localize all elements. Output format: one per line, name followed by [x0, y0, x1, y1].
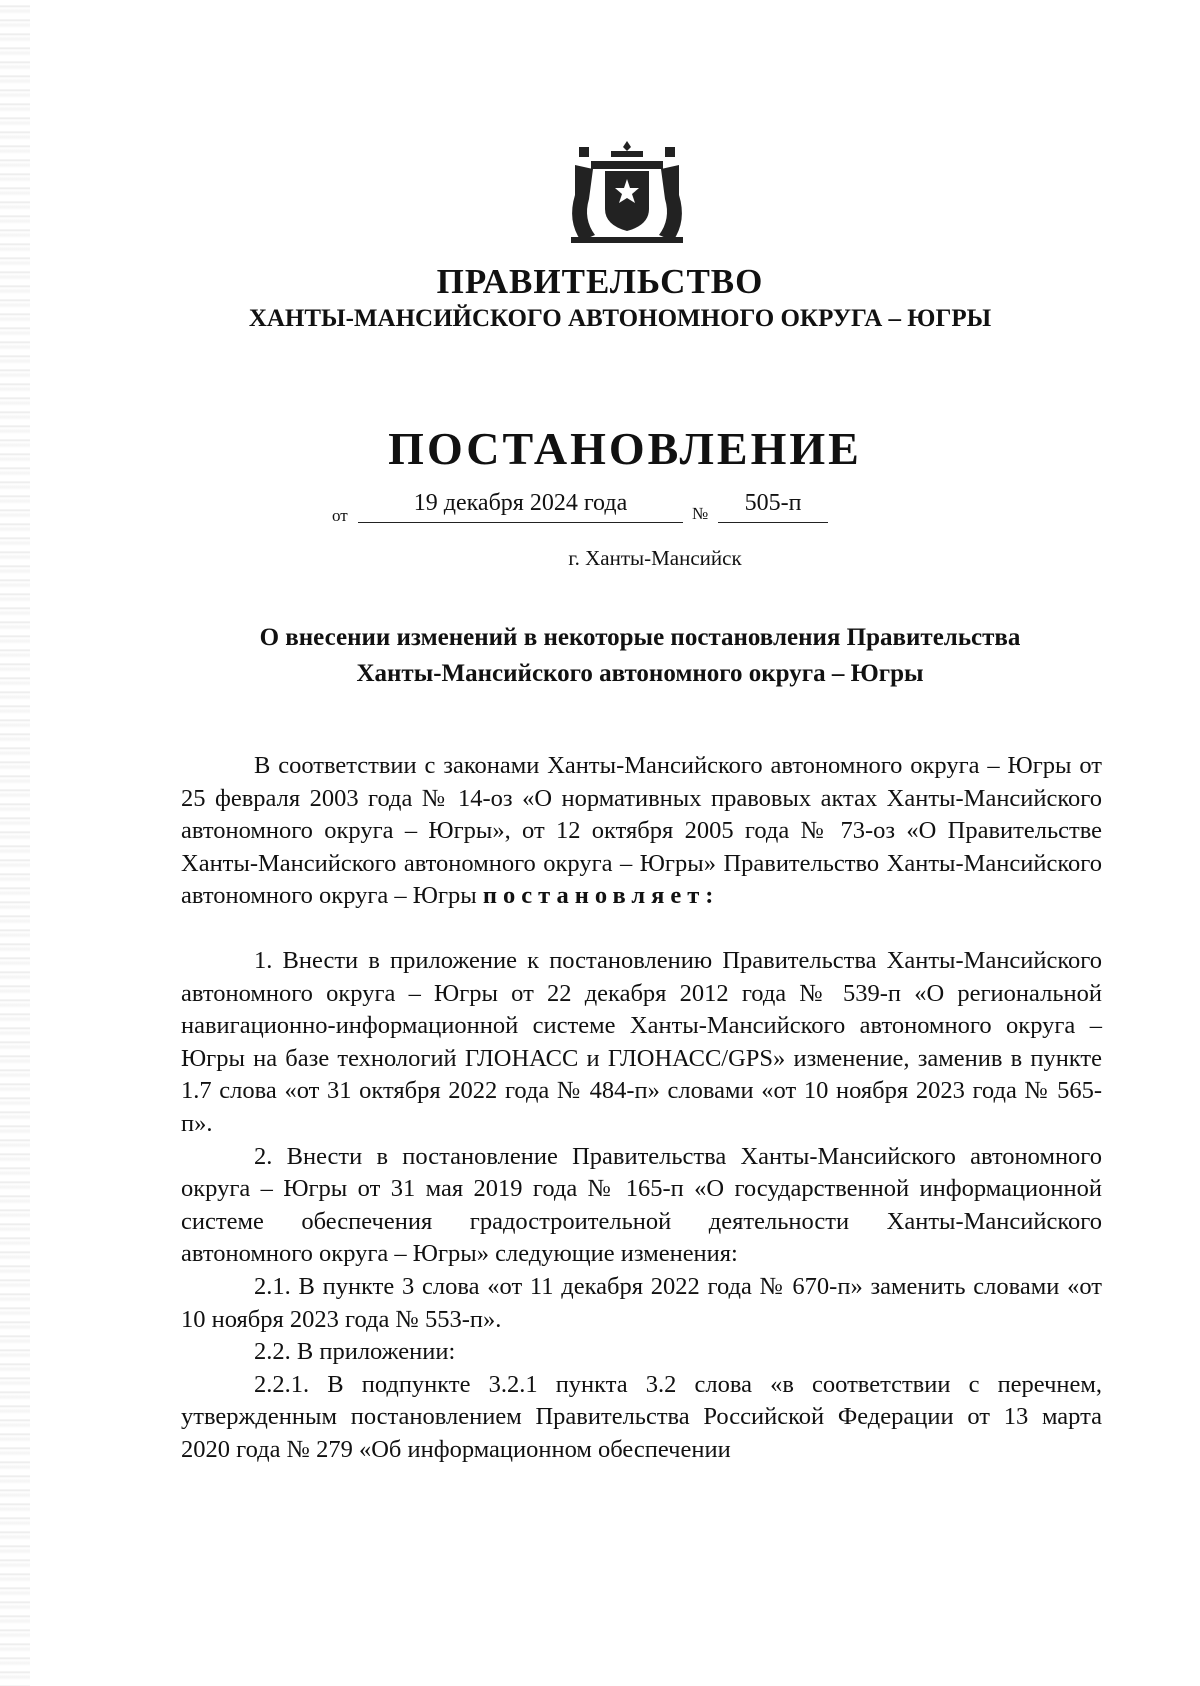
- resolves-word: постановляет:: [482, 882, 720, 910]
- number-field: [718, 490, 828, 523]
- document-body: [181, 750, 1102, 1466]
- paragraph-2: 2. Внести в постановление Правительства Ханты-Мансийского автономного округа – Югры от 31 мая 2019 года № 165-п «О государственной информационной системе обеспечения градостроительной деятельности Ханты-Мансийского автономного округа – Югры» следующие изменения:: [181, 1142, 1102, 1268]
- document-subject: [180, 620, 1100, 692]
- scan-edge: [0, 0, 30, 1686]
- number-prefix: №: [692, 504, 709, 523]
- subject-line-2: Ханты-Мансийского автономного округа – Югры: [356, 660, 924, 687]
- coat-of-arms-emblem: [567, 137, 687, 247]
- document-date: 19 декабря 2024 года: [413, 490, 628, 516]
- date-prefix: от: [332, 506, 348, 525]
- subject-line-1: О внесении изменений в некоторые постановления Правительства: [259, 624, 1021, 651]
- document-type: ПОСТАНОВЛЕНИЕ: [388, 423, 862, 474]
- paragraph-1: 1. Внести в приложение к постановлению Правительства Ханты-Мансийского автономного округа – Югры от 22 декабря 2012 года № 539-п «О региональной навигационно-информационной системе Ханты-Мансийского автономного округа – Югры на базе технологий ГЛОНАСС и ГЛОНАСС/GPS» изменение, заменив в пункте 1.7 слова «от 31 октября 2022 года № 484-п» словами «от 10 ноября 2023 года № 565-п».: [181, 946, 1102, 1137]
- preamble-text: В соответствии с законами Ханты-Мансийского автономного округа – Югры от 25 февраля 2003 года № 14-оз «О нормативных правовых актах Ханты-Мансийского автономного округа – Югры», от 12 октября 2005 года № 73-оз «О Правительстве Ханты-Мансийского автономного округа – Югры» Правительство Ханты-Мансийского автономного округа – Югры: [181, 752, 1102, 910]
- paragraph-2-2: 2.2. В приложении:: [254, 1338, 456, 1366]
- date-number-row: [0, 490, 1200, 530]
- paragraph-2-2-1: 2.2.1. В подпункте 3.2.1 пункта 3.2 слова «в соответствии с перечнем, утвержденным постановлением Правительства Российской Федерации от 13 марта 2020 года № 279 «Об информационном обеспечении: [181, 1370, 1102, 1463]
- government-subtitle: ХАНТЫ-МАНСИЙСКОГО АВТОНОМНОГО ОКРУГА – ЮГРЫ: [248, 305, 992, 332]
- document-number: 505-п: [744, 490, 802, 516]
- city: г. Ханты-Мансийск: [568, 546, 742, 570]
- paragraph-2-1: 2.1. В пункте 3 слова «от 11 декабря 2022 года № 670-п» заменить словами «от 10 ноября 2023 года № 553-п».: [181, 1272, 1102, 1333]
- government-title: ПРАВИТЕЛЬСТВО: [436, 262, 764, 301]
- preamble-paragraph: [181, 750, 1102, 913]
- date-field: [358, 490, 683, 523]
